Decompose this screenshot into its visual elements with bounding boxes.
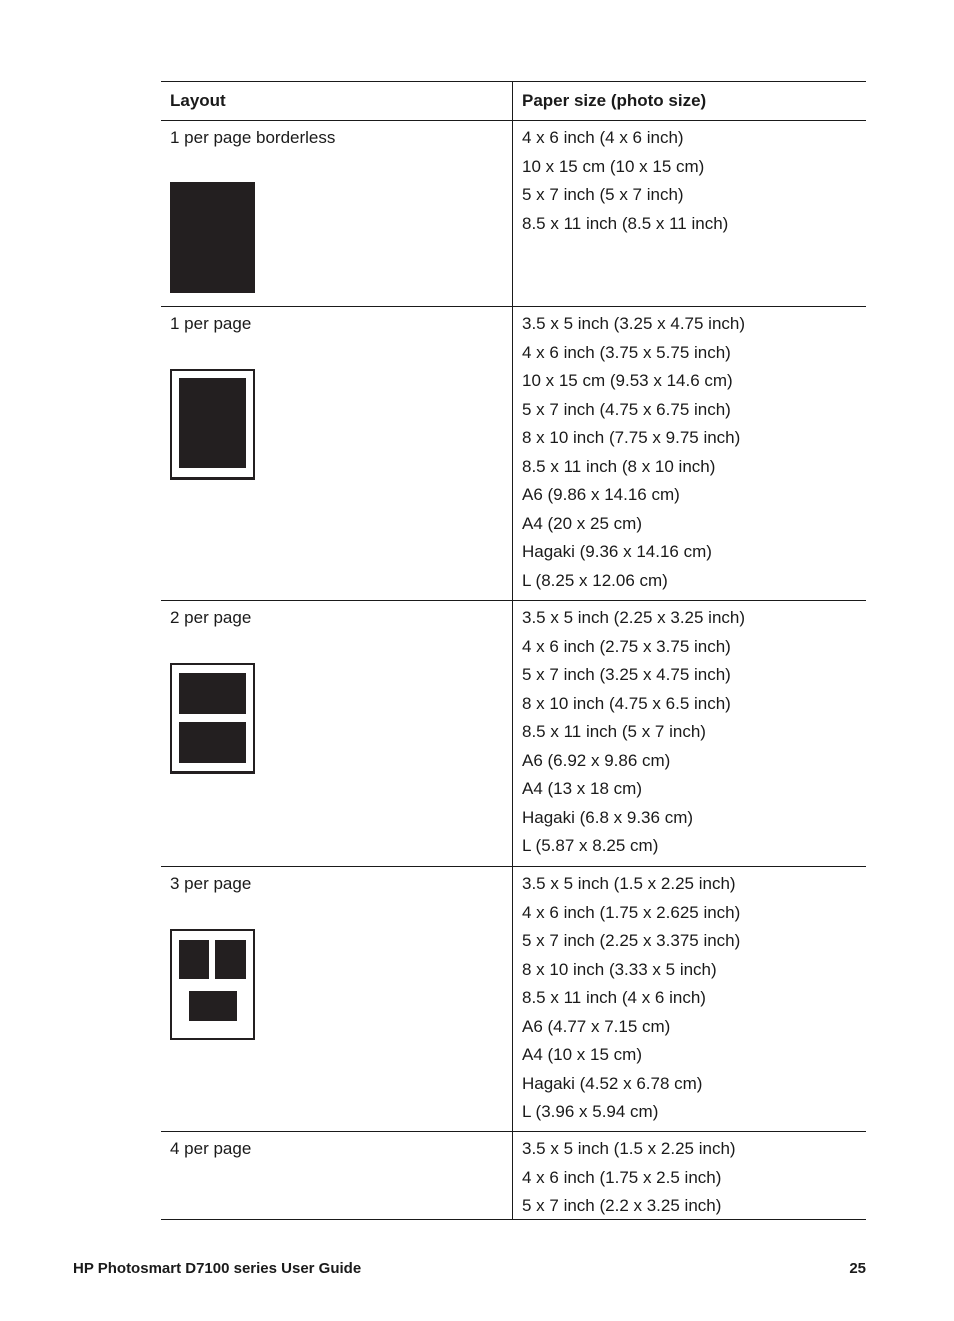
table-row bbox=[161, 1132, 866, 1220]
paper-size-item: 4 x 6 inch (4 x 6 inch) bbox=[522, 128, 684, 147]
paper-size-column-header: Paper size (photo size) bbox=[522, 91, 707, 110]
paper-size-item: L (5.87 x 8.25 cm) bbox=[522, 836, 659, 855]
layout-label: 4 per page bbox=[170, 1139, 252, 1158]
paper-size-item: 8.5 x 11 inch (8.5 x 11 inch) bbox=[522, 213, 729, 233]
bordered-1-photo-icon bbox=[170, 369, 255, 480]
table-row bbox=[161, 121, 866, 307]
paper-size-item: 8 x 10 inch (7.75 x 9.75 inch) bbox=[522, 428, 741, 447]
paper-size-item: A4 (13 x 18 cm) bbox=[522, 779, 642, 798]
footer-title: HP Photosmart D7100 series User Guide bbox=[73, 1260, 362, 1277]
paper-size-item: A6 (9.86 x 14.16 cm) bbox=[522, 485, 680, 504]
paper-size-table bbox=[161, 81, 866, 1220]
table-row bbox=[161, 307, 866, 601]
paper-size-item: L (8.25 x 12.06 cm) bbox=[522, 570, 668, 590]
paper-size-cell bbox=[513, 121, 866, 306]
paper-size-item: 8.5 x 11 inch (8 x 10 inch) bbox=[522, 456, 716, 476]
paper-size-item: 8.5 x 11 inch (4 x 6 inch) bbox=[522, 988, 706, 1007]
paper-size-item: A4 (10 x 15 cm) bbox=[522, 1045, 642, 1064]
paper-size-cell bbox=[513, 867, 866, 1131]
layout-cell bbox=[161, 1132, 513, 1219]
paper-size-item: 3.5 x 5 inch (3.25 x 4.75 inch) bbox=[522, 314, 746, 333]
paper-size-item: 4 x 6 inch (2.75 x 3.75 inch) bbox=[522, 636, 731, 656]
paper-size-item: 10 x 15 cm (10 x 15 cm) bbox=[522, 156, 705, 176]
table-row bbox=[161, 601, 866, 867]
paper-size-item: 5 x 7 inch (3.25 x 4.75 inch) bbox=[522, 665, 731, 684]
paper-size-item: 3.5 x 5 inch (2.25 x 3.25 inch) bbox=[522, 608, 746, 627]
paper-size-item: 3.5 x 5 inch (1.5 x 2.25 inch) bbox=[522, 1139, 736, 1158]
paper-size-item: Hagaki (4.52 x 6.78 cm) bbox=[522, 1073, 703, 1093]
paper-size-item: 5 x 7 inch (2.2 x 3.25 inch) bbox=[522, 1196, 722, 1215]
paper-size-item: Hagaki (6.8 x 9.36 cm) bbox=[522, 807, 694, 827]
layout-label: 2 per page bbox=[170, 608, 252, 627]
three-photos-icon bbox=[170, 929, 255, 1040]
paper-size-item: 8 x 10 inch (4.75 x 6.5 inch) bbox=[522, 693, 731, 713]
layout-cell bbox=[161, 601, 513, 866]
paper-size-item: 5 x 7 inch (2.25 x 3.375 inch) bbox=[522, 931, 741, 950]
paper-size-cell bbox=[513, 1132, 866, 1219]
paper-size-item: Hagaki (9.36 x 14.16 cm) bbox=[522, 542, 712, 561]
two-photos-icon bbox=[170, 663, 255, 774]
paper-size-item: 3.5 x 5 inch (1.5 x 2.25 inch) bbox=[522, 874, 736, 893]
paper-size-item: 4 x 6 inch (1.75 x 2.5 inch) bbox=[522, 1167, 722, 1187]
paper-size-item: 5 x 7 inch (4.75 x 6.75 inch) bbox=[522, 399, 731, 419]
borderless-1-photo-icon bbox=[170, 182, 255, 293]
paper-size-item: 5 x 7 inch (5 x 7 inch) bbox=[522, 185, 684, 204]
paper-size-item: A6 (4.77 x 7.15 cm) bbox=[522, 1016, 671, 1036]
layout-cell bbox=[161, 121, 513, 306]
layout-label: 1 per page borderless bbox=[170, 128, 336, 147]
page-number: 25 bbox=[849, 1260, 866, 1277]
paper-size-item: L (3.96 x 5.94 cm) bbox=[522, 1102, 659, 1121]
layout-cell bbox=[161, 307, 513, 600]
paper-size-item: 8.5 x 11 inch (5 x 7 inch) bbox=[522, 722, 706, 741]
paper-size-item: 4 x 6 inch (3.75 x 5.75 inch) bbox=[522, 342, 731, 362]
paper-size-cell bbox=[513, 307, 866, 600]
paper-size-item: A6 (6.92 x 9.86 cm) bbox=[522, 750, 671, 770]
table-header-row bbox=[161, 81, 866, 121]
paper-size-item: 10 x 15 cm (9.53 x 14.6 cm) bbox=[522, 371, 733, 390]
table-row bbox=[161, 867, 866, 1132]
layout-label: 3 per page bbox=[170, 874, 252, 893]
layout-column-header: Layout bbox=[161, 82, 513, 120]
paper-size-cell bbox=[513, 601, 866, 866]
layout-cell bbox=[161, 867, 513, 1131]
paper-size-item: 4 x 6 inch (1.75 x 2.625 inch) bbox=[522, 902, 741, 922]
layout-label: 1 per page bbox=[170, 314, 252, 333]
paper-size-item: 8 x 10 inch (3.33 x 5 inch) bbox=[522, 959, 717, 979]
paper-size-item: A4 (20 x 25 cm) bbox=[522, 513, 642, 533]
